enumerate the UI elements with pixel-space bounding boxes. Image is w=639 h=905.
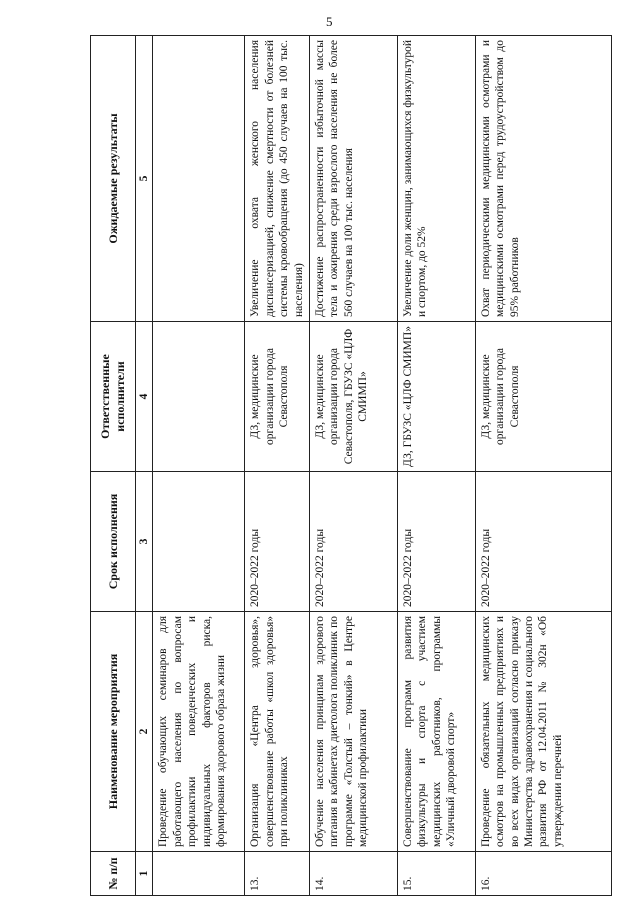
column-number: 3 <box>136 472 153 612</box>
column-number: 1 <box>136 852 153 896</box>
column-number-row <box>136 36 153 896</box>
row-number: 13. <box>245 852 310 896</box>
measure-name: Проведение обязательных медицинских осмотров на промышленных предприятиях и во всех видах организаций согласно приказу Министерства здравоохранения и социального развития РФ от 12.04.2011 № 302н «Об утверждении перечней <box>475 612 611 852</box>
measure-result: Увеличение охвата женского населения диспансеризацией, снижение смертности от болезней системы кровообращения (до 450 случаев на 100 тыс. населения) <box>245 36 310 322</box>
header-name: Наименование мероприятия <box>91 612 136 852</box>
measure-result: Достижение распространенности избыточной массы тела и ожирения среди взрослого населения не более 560 случаев на 100 тыс. населения <box>309 36 397 322</box>
header-exec: Ответственные исполнители <box>91 322 136 472</box>
measures-table <box>90 35 612 896</box>
measure-name: Совершенствование программ развития физкультуры и спорта с участием медицинских работников, программы «Уличный дворовой спорт» <box>397 612 475 852</box>
header-result: Ожидаемые результаты <box>91 36 136 322</box>
row-number: 15. <box>397 852 475 896</box>
table-row <box>153 36 245 896</box>
measure-term: 2020–2022 годы <box>475 472 611 612</box>
row-number <box>153 852 245 896</box>
column-number: 5 <box>136 36 153 322</box>
row-number: 14. <box>309 852 397 896</box>
rotated-table-container <box>90 36 612 896</box>
measure-executors: ДЗ, медицинские организации города Севастополя <box>245 322 310 472</box>
measure-term <box>153 472 245 612</box>
page-number: 5 <box>326 14 333 29</box>
measure-result <box>153 36 245 322</box>
column-number: 2 <box>136 612 153 852</box>
measure-term: 2020–2022 годы <box>309 472 397 612</box>
measure-executors: ДЗ, ГБУЗС «ЦЛФ СМИМП» <box>397 322 475 472</box>
column-number: 4 <box>136 322 153 472</box>
measure-executors <box>153 322 245 472</box>
header-num: № п/п <box>91 852 136 896</box>
measure-name: Организация «Центра здоровья», совершенствование работы «школ здоровья» при поликлиниках <box>245 612 310 852</box>
header-term: Срок исполнения <box>91 472 136 612</box>
measure-executors: ДЗ, медицинские организации города Севастополя <box>475 322 611 472</box>
measure-term: 2020–2022 годы <box>245 472 310 612</box>
measure-term: 2020–2022 годы <box>397 472 475 612</box>
row-number: 16. <box>475 852 611 896</box>
table-row <box>245 36 310 896</box>
table-row <box>475 36 611 896</box>
measure-executors: ДЗ, медицинские организации города Севастополя, ГБУЗС «ЦЛФ СМИМП» <box>309 322 397 472</box>
measure-name: Проведение обучающих семинаров для работающего населения по вопросам профилактики поведенческих и индивидуальных факторов риска, формирования здорового образа жизни <box>153 612 245 852</box>
measure-result: Увеличение доли женщин, занимающихся физкультурой и спортом, до 52% <box>397 36 475 322</box>
header-row <box>91 36 136 896</box>
measure-result: Охват периодическими медицинскими осмотрами и медицинскими осмотрами перед трудоустройством до 95% работников <box>475 36 611 322</box>
table-row <box>309 36 397 896</box>
table-row <box>397 36 475 896</box>
measure-name: Обучение населения принципам здорового питания в кабинетах диетолога поликлиник по программе «Толстый – тонкий» в Центре медицинской профилактики <box>309 612 397 852</box>
